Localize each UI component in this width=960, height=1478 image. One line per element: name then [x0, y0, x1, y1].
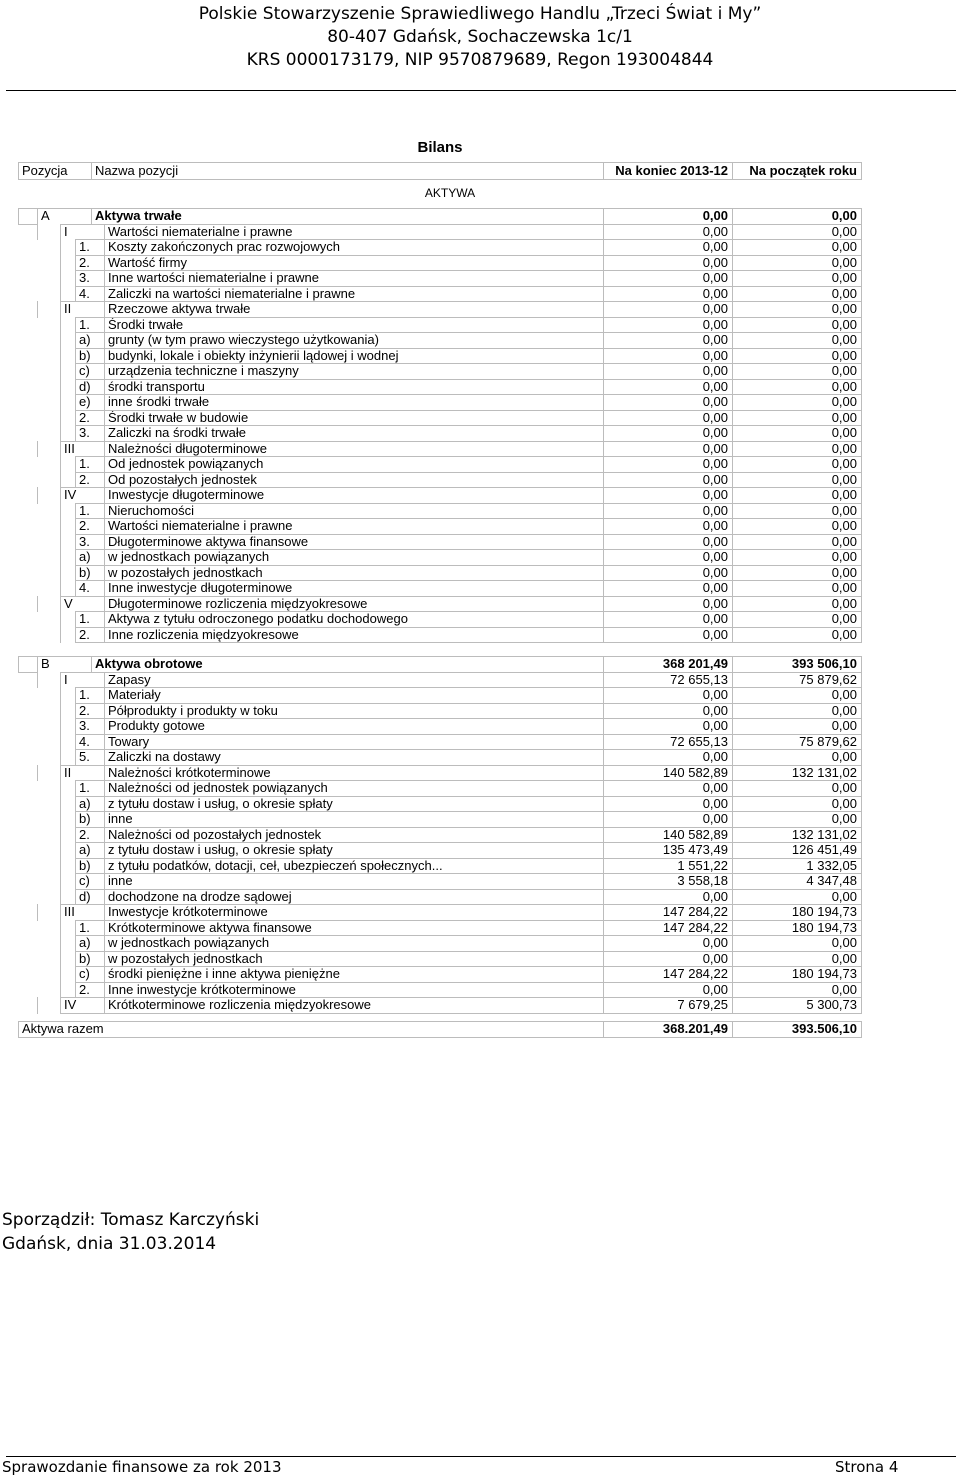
row-value-end: 0,00 [603, 472, 733, 489]
row-indent [60, 425, 76, 442]
row-value-end: 0,00 [603, 301, 733, 318]
row-indent [60, 982, 76, 999]
row-value-start: 0,00 [732, 472, 862, 489]
row-position: b) [75, 858, 105, 875]
row-value-end: 0,00 [603, 534, 733, 551]
row-value-end: 0,00 [603, 596, 733, 613]
row-name: środki pieniężne i inne aktywa pieniężne [104, 966, 604, 983]
row-position: I [60, 672, 105, 689]
row-indent [18, 208, 38, 225]
row-value-end: 0,00 [603, 255, 733, 272]
row-position: 2. [75, 518, 105, 535]
row-position: 2. [75, 703, 105, 720]
row-value-end: 7 679,25 [603, 997, 733, 1014]
row-value-end: 0,00 [603, 363, 733, 380]
row-indent [60, 379, 76, 396]
row-indent [60, 966, 76, 983]
row-indent [60, 239, 76, 256]
row-value-start: 0,00 [732, 951, 862, 968]
row-value-start: 0,00 [732, 363, 862, 380]
row-value-start: 0,00 [732, 332, 862, 349]
row-indent [18, 656, 38, 673]
row-position: 3. [75, 270, 105, 287]
row-value-end: 3 558,18 [603, 873, 733, 890]
row-name: grunty (w tym prawo wieczystego użytkowania) [104, 332, 604, 349]
col-header-start: Na początek roku [732, 162, 862, 180]
row-value-end: 72 655,13 [603, 734, 733, 751]
row-indent [60, 472, 76, 489]
row-indent [60, 348, 76, 365]
row-name: Zapasy [104, 672, 604, 689]
row-indent [60, 811, 76, 828]
row-value-start: 0,00 [732, 487, 862, 504]
row-value-end: 0,00 [603, 749, 733, 766]
row-value-end: 0,00 [603, 982, 733, 999]
row-value-end: 135 473,49 [603, 842, 733, 859]
row-position: 2. [75, 827, 105, 844]
org-name: Polskie Stowarzyszenie Sprawiedliwego Handlu „Trzeci Świat i My” [198, 4, 762, 24]
row-name: Wartości niematerialne i prawne [104, 224, 604, 241]
row-name: budynki, lokale i obiekty inżynierii lądowej i wodnej [104, 348, 604, 365]
row-position: a) [75, 842, 105, 859]
row-name: Długoterminowe rozliczenia międzyokresowe [104, 596, 604, 613]
row-position: c) [75, 966, 105, 983]
page-number: Strona 4 [835, 1458, 899, 1476]
col-header-name: Nazwa pozycji [91, 162, 604, 180]
row-indent [60, 827, 76, 844]
row-position: 4. [75, 734, 105, 751]
row-indent [60, 270, 76, 287]
row-position: 1. [75, 456, 105, 473]
row-indent [60, 518, 76, 535]
row-value-end: 0,00 [603, 580, 733, 597]
row-value-start: 0,00 [732, 534, 862, 551]
row-value-start: 0,00 [732, 255, 862, 272]
row-position: 1. [75, 687, 105, 704]
row-indent [60, 920, 76, 937]
row-value-end: 0,00 [603, 549, 733, 566]
row-name: Należności od pozostałych jednostek [104, 827, 604, 844]
row-position: a) [75, 935, 105, 952]
row-value-end: 0,00 [603, 348, 733, 365]
row-indent [60, 873, 76, 890]
prepared-by: Sporządził: Tomasz Karczyński [2, 1210, 260, 1230]
row-name: Zaliczki na dostawy [104, 749, 604, 766]
row-position: I [60, 224, 105, 241]
row-value-start: 0,00 [732, 627, 862, 644]
row-value-start: 75 879,62 [732, 672, 862, 689]
row-name: Inne inwestycje krótkoterminowe [104, 982, 604, 999]
row-value-end: 0,00 [603, 487, 733, 504]
row-name: Należności długoterminowe [104, 441, 604, 458]
row-value-start: 0,00 [732, 935, 862, 952]
row-indent [60, 718, 76, 735]
row-name: dochodzone na drodze sądowej [104, 889, 604, 906]
row-position: c) [75, 873, 105, 890]
row-value-end: 0,00 [603, 332, 733, 349]
row-indent [60, 410, 76, 427]
row-name: Od jednostek powiązanych [104, 456, 604, 473]
row-value-end: 0,00 [603, 286, 733, 303]
row-value-end: 0,00 [603, 208, 733, 225]
row-value-start: 0,00 [732, 780, 862, 797]
row-name: Wartość firmy [104, 255, 604, 272]
report-title: Sprawozdanie finansowe za rok 2013 [2, 1458, 282, 1476]
row-position: II [60, 301, 105, 318]
row-position: II [60, 765, 105, 782]
row-value-start: 0,00 [732, 889, 862, 906]
row-value-end: 0,00 [603, 687, 733, 704]
row-value-end: 0,00 [603, 379, 733, 396]
row-value-start: 126 451,49 [732, 842, 862, 859]
row-value-end: 72 655,13 [603, 672, 733, 689]
row-value-end: 140 582,89 [603, 765, 733, 782]
header-divider [6, 90, 956, 91]
row-name: Półprodukty i produkty w toku [104, 703, 604, 720]
row-value-end: 0,00 [603, 703, 733, 720]
row-indent [37, 596, 61, 613]
row-indent [60, 734, 76, 751]
row-indent [60, 703, 76, 720]
row-value-end: 0,00 [603, 951, 733, 968]
row-value-start: 0,00 [732, 394, 862, 411]
row-value-end: 0,00 [603, 889, 733, 906]
row-value-end: 0,00 [603, 935, 733, 952]
row-value-end: 368 201,49 [603, 656, 733, 673]
row-position: 1. [75, 503, 105, 520]
row-value-start: 0,00 [732, 239, 862, 256]
row-position: 2. [75, 982, 105, 999]
row-position: 3. [75, 425, 105, 442]
row-value-end: 0,00 [603, 565, 733, 582]
row-value-end: 0,00 [603, 317, 733, 334]
row-position: 1. [75, 920, 105, 937]
row-name: Materiały [104, 687, 604, 704]
row-name: Aktywa trwałe [91, 208, 604, 225]
row-value-end: 0,00 [603, 503, 733, 520]
row-value-end: 0,00 [603, 796, 733, 813]
row-value-start: 393 506,10 [732, 656, 862, 673]
row-name: inne [104, 811, 604, 828]
section-title: AKTYWA [424, 186, 476, 200]
row-indent [60, 780, 76, 797]
row-value-end: 0,00 [603, 518, 733, 535]
row-value-start: 0,00 [732, 286, 862, 303]
row-name: w jednostkach powiązanych [104, 935, 604, 952]
row-indent [60, 565, 76, 582]
row-value-start: 0,00 [732, 596, 862, 613]
row-indent [60, 456, 76, 473]
row-value-start: 0,00 [732, 301, 862, 318]
row-name: Inne rozliczenia międzyokresowe [104, 627, 604, 644]
row-indent [60, 687, 76, 704]
row-name: z tytułu dostaw i usług, o okresie spłaty [104, 796, 604, 813]
row-position: b) [75, 811, 105, 828]
row-position: III [60, 904, 105, 921]
row-value-end: 0,00 [603, 270, 733, 287]
row-indent [60, 363, 76, 380]
row-name: Towary [104, 734, 604, 751]
row-position: c) [75, 363, 105, 380]
row-name: Krótkoterminowe rozliczenia międzyokresowe [104, 997, 604, 1014]
row-indent [37, 301, 61, 318]
row-position: V [60, 596, 105, 613]
row-name: Krótkoterminowe aktywa finansowe [104, 920, 604, 937]
col-header-end: Na koniec 2013-12 [603, 162, 733, 180]
org-address: 80-407 Gdańsk, Sochaczewska 1c/1 [327, 27, 633, 47]
row-position: 5. [75, 749, 105, 766]
row-position: 2. [75, 627, 105, 644]
row-value-start: 0,00 [732, 611, 862, 628]
row-value-start: 0,00 [732, 379, 862, 396]
row-value-start: 0,00 [732, 348, 862, 365]
row-value-start: 0,00 [732, 811, 862, 828]
row-name: Koszty zakończonych prac rozwojowych [104, 239, 604, 256]
row-value-start: 0,00 [732, 410, 862, 427]
row-name: Należności od jednostek powiązanych [104, 780, 604, 797]
row-name: Inne inwestycje długoterminowe [104, 580, 604, 597]
row-value-start: 0,00 [732, 718, 862, 735]
row-indent [60, 889, 76, 906]
row-name: Środki trwałe [104, 317, 604, 334]
row-position: 3. [75, 718, 105, 735]
row-name: Wartości niematerialne i prawne [104, 518, 604, 535]
row-name: Aktywa z tytułu odroczonego podatku dochodowego [104, 611, 604, 628]
row-value-start: 180 194,73 [732, 920, 862, 937]
row-position: a) [75, 796, 105, 813]
row-name: Od pozostałych jednostek [104, 472, 604, 489]
row-value-end: 0,00 [603, 425, 733, 442]
org-registration: KRS 0000173179, NIP 9570879689, Regon 193004844 [246, 50, 714, 70]
row-value-start: 75 879,62 [732, 734, 862, 751]
row-position: IV [60, 997, 105, 1014]
row-position: A [37, 208, 92, 225]
row-position: b) [75, 951, 105, 968]
row-indent [37, 487, 61, 504]
row-position: 1. [75, 317, 105, 334]
row-indent [60, 394, 76, 411]
row-name: Długoterminowe aktywa finansowe [104, 534, 604, 551]
row-value-end: 0,00 [603, 456, 733, 473]
row-value-end: 0,00 [603, 780, 733, 797]
row-value-end: 0,00 [603, 441, 733, 458]
row-position: e) [75, 394, 105, 411]
row-name: Aktywa obrotowe [91, 656, 604, 673]
row-value-start: 0,00 [732, 796, 862, 813]
row-value-start: 132 131,02 [732, 765, 862, 782]
row-indent [60, 749, 76, 766]
row-indent [60, 796, 76, 813]
row-position: 1. [75, 780, 105, 797]
row-value-start: 180 194,73 [732, 966, 862, 983]
row-position: IV [60, 487, 105, 504]
row-value-end: 0,00 [603, 627, 733, 644]
row-value-start: 0,00 [732, 425, 862, 442]
row-value-start: 5 300,73 [732, 997, 862, 1014]
row-value-end: 0,00 [603, 410, 733, 427]
row-value-end: 0,00 [603, 811, 733, 828]
row-value-start: 132 131,02 [732, 827, 862, 844]
row-value-start: 0,00 [732, 687, 862, 704]
row-name: Zaliczki na środki trwałe [104, 425, 604, 442]
row-name: inne [104, 873, 604, 890]
row-name: Inne wartości niematerialne i prawne [104, 270, 604, 287]
row-name: Produkty gotowe [104, 718, 604, 735]
row-indent [60, 935, 76, 952]
row-position: 2. [75, 255, 105, 272]
row-value-start: 0,00 [732, 518, 862, 535]
row-position: 3. [75, 534, 105, 551]
row-indent [60, 858, 76, 875]
row-position: b) [75, 348, 105, 365]
row-position: 4. [75, 580, 105, 597]
row-position: b) [75, 565, 105, 582]
row-name: Zaliczki na wartości niematerialne i prawne [104, 286, 604, 303]
row-value-start: 0,00 [732, 270, 862, 287]
row-indent [60, 534, 76, 551]
row-name: w jednostkach powiązanych [104, 549, 604, 566]
row-name: Inwestycje długoterminowe [104, 487, 604, 504]
row-value-start: 0,00 [732, 580, 862, 597]
row-value-start: 4 347,48 [732, 873, 862, 890]
row-value-start: 0,00 [732, 565, 862, 582]
row-position: a) [75, 332, 105, 349]
row-name: Środki trwałe w budowie [104, 410, 604, 427]
row-name: Należności krótkoterminowe [104, 765, 604, 782]
row-name: z tytułu dostaw i usług, o okresie spłaty [104, 842, 604, 859]
row-indent [60, 332, 76, 349]
row-name: w pozostałych jednostkach [104, 951, 604, 968]
row-indent [60, 580, 76, 597]
row-position: B [37, 656, 92, 673]
row-value-start: 180 194,73 [732, 904, 862, 921]
row-value-start: 0,00 [732, 503, 862, 520]
row-value-start: 0,00 [732, 317, 862, 334]
row-position: a) [75, 549, 105, 566]
row-indent [37, 765, 61, 782]
row-indent [60, 842, 76, 859]
row-value-start: 0,00 [732, 224, 862, 241]
row-value-start: 0,00 [732, 441, 862, 458]
row-value-end: 0,00 [603, 611, 733, 628]
row-indent [37, 672, 61, 689]
row-indent [60, 503, 76, 520]
row-value-start: 1 332,05 [732, 858, 862, 875]
row-indent [37, 904, 61, 921]
row-value-end: 0,00 [603, 224, 733, 241]
row-indent [60, 611, 76, 628]
row-position: 1. [75, 611, 105, 628]
total-label: Aktywa razem [18, 1021, 604, 1038]
row-value-end: 0,00 [603, 239, 733, 256]
row-name: Nieruchomości [104, 503, 604, 520]
place-date: Gdańsk, dnia 31.03.2014 [2, 1234, 217, 1254]
row-value-end: 147 284,22 [603, 904, 733, 921]
row-value-end: 140 582,89 [603, 827, 733, 844]
row-indent [37, 441, 61, 458]
document-title: Bilans [417, 139, 463, 156]
row-name: urządzenia techniczne i maszyny [104, 363, 604, 380]
row-name: z tytułu podatków, dotacji, ceł, ubezpieczeń społecznych... [104, 858, 604, 875]
col-header-pos: Pozycja [18, 162, 92, 180]
row-value-start: 0,00 [732, 456, 862, 473]
row-value-start: 0,00 [732, 208, 862, 225]
row-value-start: 0,00 [732, 749, 862, 766]
row-value-end: 0,00 [603, 718, 733, 735]
row-value-end: 147 284,22 [603, 966, 733, 983]
row-indent [60, 286, 76, 303]
row-indent [37, 224, 61, 241]
row-name: w pozostałych jednostkach [104, 565, 604, 582]
row-name: inne środki trwałe [104, 394, 604, 411]
row-name: środki transportu [104, 379, 604, 396]
row-indent [60, 317, 76, 334]
row-value-end: 147 284,22 [603, 920, 733, 937]
row-position: III [60, 441, 105, 458]
total-start: 393.506,10 [732, 1021, 862, 1038]
row-indent [60, 549, 76, 566]
row-indent [37, 997, 61, 1014]
row-indent [60, 627, 76, 644]
row-value-start: 0,00 [732, 703, 862, 720]
row-position: 4. [75, 286, 105, 303]
row-indent [60, 951, 76, 968]
row-indent [60, 255, 76, 272]
row-position: 1. [75, 239, 105, 256]
row-name: Inwestycje krótkoterminowe [104, 904, 604, 921]
row-position: d) [75, 379, 105, 396]
row-position: d) [75, 889, 105, 906]
row-value-end: 1 551,22 [603, 858, 733, 875]
row-position: 2. [75, 410, 105, 427]
total-end: 368.201,49 [603, 1021, 733, 1038]
row-value-start: 0,00 [732, 982, 862, 999]
row-value-start: 0,00 [732, 549, 862, 566]
row-position: 2. [75, 472, 105, 489]
row-name: Rzeczowe aktywa trwałe [104, 301, 604, 318]
row-value-end: 0,00 [603, 394, 733, 411]
